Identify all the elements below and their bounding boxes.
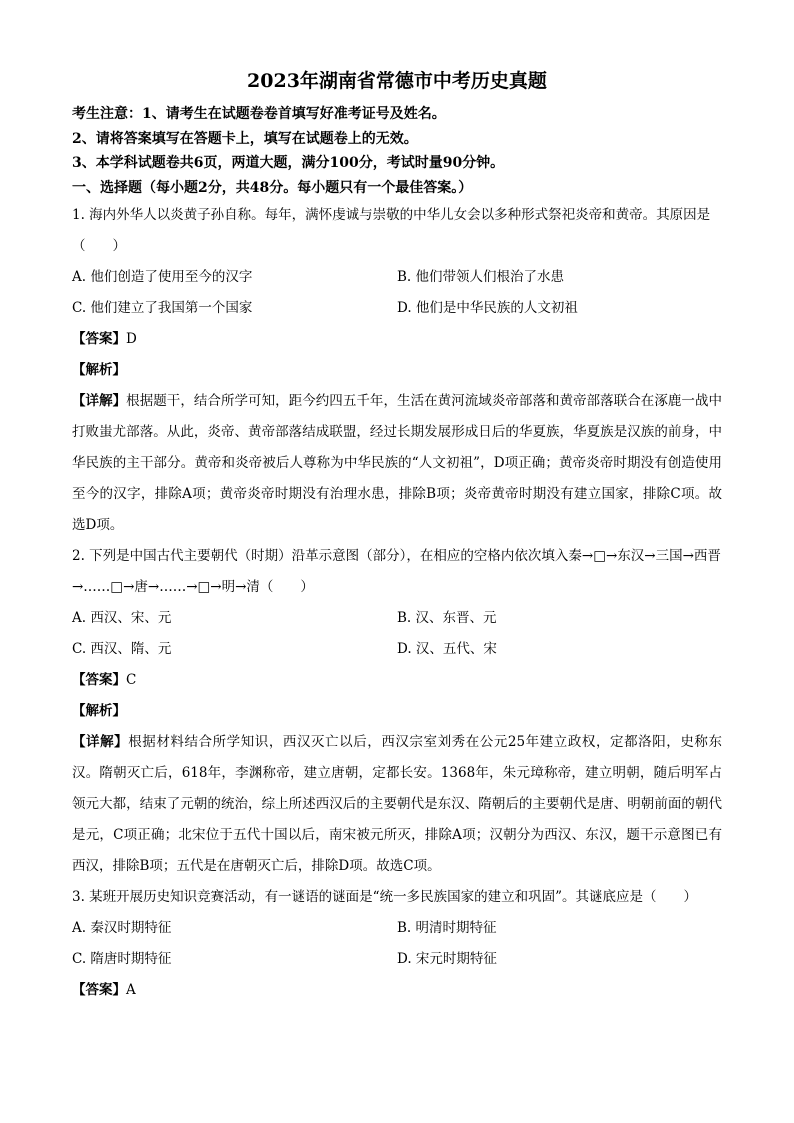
question-stem: 2. 下列是中国古代主要朝代（时期）沿革示意图（部分），在相应的空格内依次填入秦→□→东汉→三国→西晋→……□→唐→……→□→明→清（ ） bbox=[72, 547, 721, 595]
option-b: B. 明清时期特征 bbox=[397, 919, 497, 936]
answer-value: C bbox=[126, 671, 137, 688]
option-d: D. 他们是中华民族的人文初祖 bbox=[397, 299, 578, 316]
analysis-label: 【解析】 bbox=[72, 361, 126, 378]
option-a: A. 西汉、宋、元 bbox=[72, 609, 172, 626]
option-c: C. 他们建立了我国第一个国家 bbox=[72, 299, 253, 316]
option-c: C. 隋唐时期特征 bbox=[72, 950, 172, 967]
answer-line bbox=[72, 975, 722, 1006]
detail-paragraph bbox=[72, 386, 722, 541]
option-c: C. 西汉、隋、元 bbox=[72, 640, 172, 657]
answer-label: 【答案】 bbox=[72, 981, 126, 998]
question-1 bbox=[72, 200, 722, 541]
question-stem: 3. 某班开展历史知识竞赛活动，有一谜语的谜面是“统一多民族国家的建立和巩固”。其谜底应是（ ） bbox=[72, 888, 697, 905]
exam-page bbox=[72, 64, 722, 1006]
option-b: B. 汉、东晋、元 bbox=[397, 609, 497, 626]
detail-label: 【详解】 bbox=[72, 392, 127, 409]
detail-paragraph bbox=[72, 727, 722, 882]
option-a: A. 他们创造了使用至今的汉字 bbox=[72, 268, 253, 285]
detail-text: 根据材料结合所学知识，西汉灭亡以后，西汉宗室刘秀在公元25年建立政权，定都洛阳，史称东汉。隋朝灭亡后，618年，李渊称帝，建立唐朝，定都长安。1368年，朱元璋称帝，建立明朝，随后明军占领元大都，结束了元朝的统治，综上所述西汉后的主要朝代是东汉、隋朝后的主要朝代是唐、明朝前面的朝代是元，C项正确；北宋位于五代十国以后，南宋被元所灭，排除A项；汉朝分为西汉、东汉，题干示意图已有西汉，排除B项；五代是在唐朝灭亡后，排除D项。故选C项。 bbox=[72, 733, 722, 874]
analysis-line bbox=[72, 355, 722, 386]
answer-line bbox=[72, 324, 722, 355]
answer-value: D bbox=[126, 330, 137, 347]
detail-text: 根据题干，结合所学可知，距今约四五千年，生活在黄河流域炎帝部落和黄帝部落联合在涿鹿一战中打败蚩尤部落。从此，炎帝、黄帝部落结成联盟，经过长期发展形成日后的华夏族，华夏族是汉族的前身，中华民族的主干部分。黄帝和炎帝被后人尊称为中华民族的“人文初祖”，D项正确；黄帝炎帝时期没有创造使用至今的汉字，排除A项；黄帝炎帝时期没有治理水患，排除B项；炎帝黄帝时期没有建立国家，排除C项。故选D项。 bbox=[72, 392, 723, 533]
question-stem: 1. 海内外华人以炎黄子孙自称。每年，满怀虔诚与崇敬的中华儿女会以多种形式祭祀炎帝和黄帝。其原因是（ ） bbox=[72, 206, 711, 254]
option-grid bbox=[72, 262, 722, 324]
answer-line bbox=[72, 665, 722, 696]
option-grid bbox=[72, 913, 722, 975]
option-d: D. 汉、五代、宋 bbox=[397, 640, 497, 657]
answer-label: 【答案】 bbox=[72, 671, 126, 688]
option-b: B. 他们带领人们根治了水患 bbox=[397, 268, 565, 285]
page-title: 2023年湖南省常德市中考历史真题 bbox=[247, 70, 547, 92]
notice-line-2: 2、请将答案填写在答题卡上，填写在试题卷上的无效。 bbox=[72, 130, 418, 147]
question-2 bbox=[72, 541, 722, 882]
answer-value: A bbox=[126, 981, 136, 998]
section-heading: 一、选择题（每小题2分，共48分。每小题只有一个最佳答案。） bbox=[72, 179, 473, 196]
analysis-label: 【解析】 bbox=[72, 702, 126, 719]
option-grid bbox=[72, 603, 722, 665]
option-d: D. 宋元时期特征 bbox=[397, 950, 497, 967]
question-3 bbox=[72, 882, 722, 1006]
option-a: A. 秦汉时期特征 bbox=[72, 919, 172, 936]
notice-line-1: 考生注意：1、请考生在试题卷卷首填写好准考证号及姓名。 bbox=[72, 106, 446, 122]
answer-label: 【答案】 bbox=[72, 330, 126, 347]
detail-label: 【详解】 bbox=[72, 733, 129, 750]
notice-line-3: 3、本学科试题卷共6页，两道大题，满分100分，考试时量90分钟。 bbox=[72, 155, 505, 171]
analysis-line bbox=[72, 696, 722, 727]
